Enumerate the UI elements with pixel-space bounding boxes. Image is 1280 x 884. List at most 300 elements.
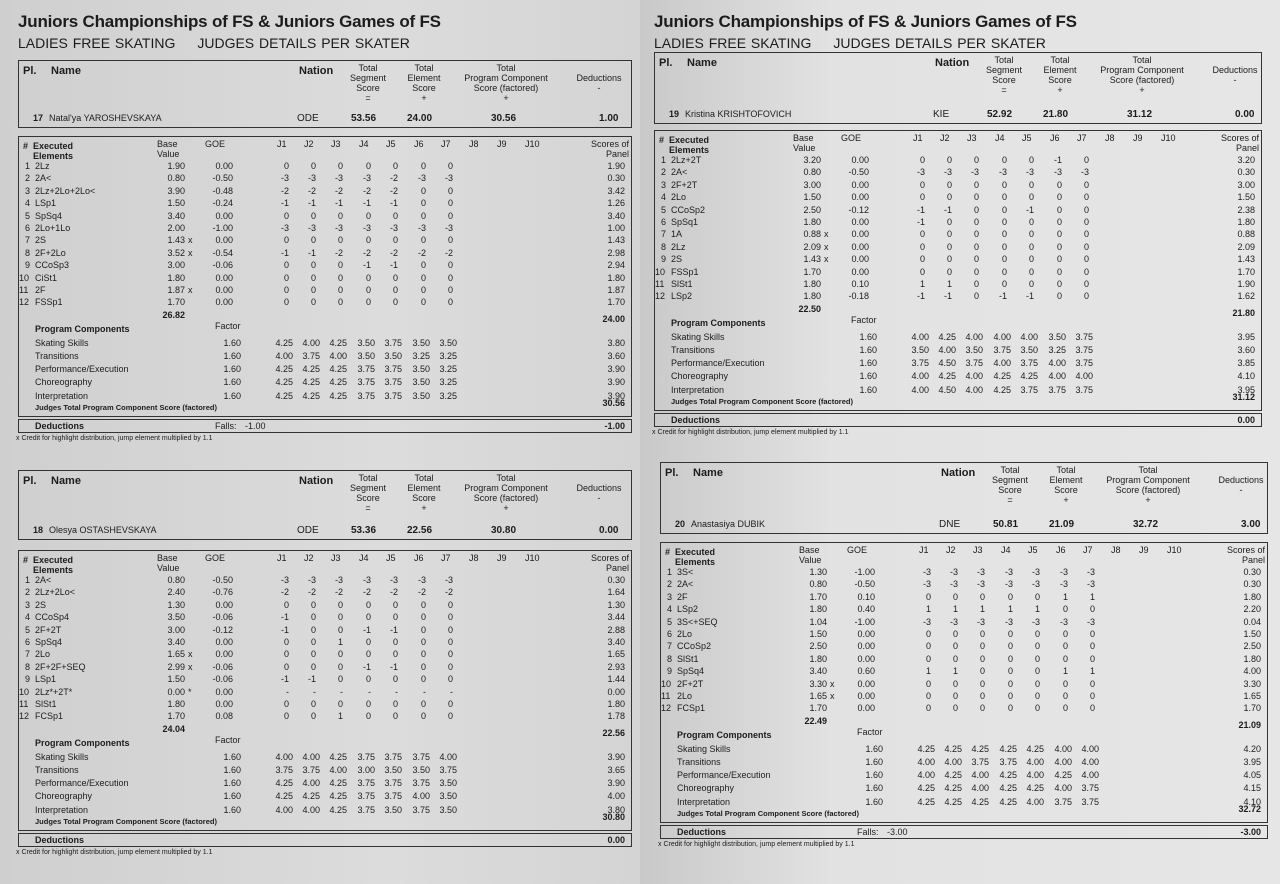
judge-goe-6: 0 xyxy=(420,260,426,271)
judge-goe-4: -2 xyxy=(362,185,371,196)
skater-name: Kristina KRISHTOFOVICH xyxy=(685,109,792,119)
component-factor: 1.60 xyxy=(223,778,241,789)
judge-goe-2: -3 xyxy=(307,223,316,233)
element-row xyxy=(661,691,1269,703)
nation-label: Nation xyxy=(941,467,976,479)
tss-label: Total Segment Score = xyxy=(349,63,387,103)
element-goe: 0.00 xyxy=(851,229,869,240)
element-goe: 0.00 xyxy=(215,161,233,171)
judges-total-pc-label: Judges Total Program Component Score (factored) xyxy=(35,402,217,412)
judge-goe-1: -2 xyxy=(280,587,289,598)
judge-mark-3: 4.25 xyxy=(329,804,347,815)
element-goe: 0.00 xyxy=(851,192,869,203)
judge-mark-1: 3.50 xyxy=(911,345,929,355)
judge-mark-4: 4.25 xyxy=(999,743,1017,754)
judge-goe-1: -3 xyxy=(280,223,289,233)
judge-goe-2: -2 xyxy=(307,587,316,598)
judge-goe-4: 0 xyxy=(1007,666,1013,677)
component-factor: 1.60 xyxy=(859,358,877,369)
judge-goe-5: -3 xyxy=(1031,567,1040,577)
element-goe: 0.00 xyxy=(857,629,875,639)
judge-goe-3: 0 xyxy=(979,666,985,677)
judge-mark-7: 3.75 xyxy=(1075,331,1093,342)
judge-goe-1: 0 xyxy=(919,155,925,165)
judge-goe-4: 0 xyxy=(1001,204,1007,215)
element-base-value: 1.87 xyxy=(167,285,185,295)
element-goe: 0.00 xyxy=(215,637,233,647)
judge-goe-2: 0 xyxy=(310,699,316,709)
element-row xyxy=(661,629,1269,641)
element-number: 9 xyxy=(667,666,673,677)
elements-total: 22.56 xyxy=(602,727,625,738)
judge-goe-3: 0 xyxy=(973,241,979,252)
judge-mark-4: 4.00 xyxy=(993,358,1011,369)
judge-goe-2: 0 xyxy=(946,229,952,240)
judge-goe-1: 0 xyxy=(283,161,289,171)
judge-goe-4: -3 xyxy=(1004,579,1013,590)
element-goe: -0.06 xyxy=(212,260,233,271)
base-value-header: Base Value xyxy=(793,133,816,153)
judge-goe-2: 0 xyxy=(946,217,952,227)
judge-goe-2: 0 xyxy=(952,591,958,602)
element-goe: 0.00 xyxy=(857,641,875,652)
element-panel-score: 1.80 xyxy=(1243,591,1261,602)
judge-goe-6: 0 xyxy=(420,599,426,610)
judge-header-4: J4 xyxy=(359,553,369,563)
component-name: Skating Skills xyxy=(35,751,89,762)
judge-goe-6: 0 xyxy=(420,661,426,672)
element-row xyxy=(19,711,633,723)
component-factor: 1.60 xyxy=(223,791,241,802)
nation-label: Nation xyxy=(935,57,970,69)
judge-goe-7: 0 xyxy=(1083,155,1089,165)
judge-goe-7: -2 xyxy=(444,587,453,598)
component-panel-score: 4.15 xyxy=(1243,783,1261,794)
judge-goe-4: 1 xyxy=(1007,604,1013,615)
judge-goe-3: 0 xyxy=(973,266,979,277)
element-number: 12 xyxy=(19,297,30,308)
judge-goe-3: -3 xyxy=(334,173,343,184)
deductions-total: -3.00 xyxy=(1240,826,1261,837)
judge-goe-7: 0 xyxy=(447,161,453,171)
factor-header: Factor xyxy=(215,734,241,745)
judge-goe-4: 0 xyxy=(1001,179,1007,190)
judge-mark-5: 3.75 xyxy=(1020,358,1038,369)
pl-label: Pl. xyxy=(665,467,679,479)
judge-mark-1: 4.25 xyxy=(275,390,293,401)
base-value-total: 24.04 xyxy=(162,723,185,734)
judge-mark-3: 4.00 xyxy=(965,371,983,382)
element-base-value: 3.40 xyxy=(167,210,185,221)
goe-header: GOE xyxy=(847,545,868,555)
judge-goe-2: 0 xyxy=(310,210,316,221)
judge-goe-3: - xyxy=(340,686,343,697)
element-base-value: 2.50 xyxy=(809,641,827,652)
judge-goe-5: 0 xyxy=(392,297,398,308)
element-panel-score: 1.62 xyxy=(1237,291,1255,302)
judge-goe-7: -3 xyxy=(1086,567,1095,577)
judge-goe-4: 0 xyxy=(365,711,371,722)
element-number: 4 xyxy=(25,198,31,209)
judge-goe-4: -3 xyxy=(362,575,371,585)
pcs-label: Total Program Component Score (factored) + xyxy=(464,473,548,513)
judge-goe-1: 0 xyxy=(283,260,289,271)
element-row xyxy=(655,205,1263,217)
element-panel-score: 3.20 xyxy=(1237,155,1255,165)
deduction-value: 1.00 xyxy=(599,113,619,124)
base-value-total: 26.82 xyxy=(162,309,185,320)
elements-total: 21.80 xyxy=(1232,307,1255,318)
skater-rank: 18 xyxy=(33,525,44,535)
num-header: # xyxy=(665,547,671,557)
judge-mark-7: 3.25 xyxy=(439,390,457,401)
judge-goe-5: -3 xyxy=(1031,579,1040,590)
judge-goe-5: 0 xyxy=(392,235,398,246)
judge-header-9: J9 xyxy=(497,553,507,563)
program-components-header: Program Components xyxy=(671,317,766,328)
element-panel-score: 0.04 xyxy=(1243,616,1261,627)
name-label: Name xyxy=(693,467,723,479)
deduction-detail-label: Falls: xyxy=(857,826,879,837)
judge-goe-3: 0 xyxy=(973,229,979,240)
factor-header: Factor xyxy=(851,314,877,325)
component-name: Transitions xyxy=(671,345,715,355)
judge-goe-5: 0 xyxy=(1034,629,1040,639)
judge-goe-5: -2 xyxy=(389,173,398,184)
executed-elements-header: Executed Elements xyxy=(675,547,716,567)
element-number: 1 xyxy=(25,161,31,171)
element-code: LSp2 xyxy=(677,604,699,615)
judge-mark-1: 4.25 xyxy=(275,791,293,802)
judge-goe-6: 0 xyxy=(1056,241,1062,252)
judge-goe-4: 0 xyxy=(1001,155,1007,165)
judge-goe-7: 0 xyxy=(1083,204,1089,215)
judge-goe-7: 1 xyxy=(1089,591,1095,602)
judge-goe-4: -1 xyxy=(362,661,371,672)
element-bonus-marker: x xyxy=(824,241,829,252)
pl-label: Pl. xyxy=(659,57,673,69)
element-code: CiSt1 xyxy=(35,272,58,283)
judge-goe-5: -1 xyxy=(389,661,398,672)
element-goe: -0.12 xyxy=(212,624,233,635)
element-row xyxy=(661,654,1269,666)
element-bonus-marker: x xyxy=(188,247,193,258)
judge-goe-1: 0 xyxy=(283,637,289,647)
judge-mark-2: 4.00 xyxy=(302,337,320,348)
judge-goe-7: 0 xyxy=(447,297,453,308)
element-base-value: 1.50 xyxy=(167,674,185,685)
component-name: Interpretation xyxy=(677,796,731,807)
judge-goe-2: -1 xyxy=(307,247,316,258)
judge-mark-2: 4.25 xyxy=(944,783,962,794)
judge-mark-4: 3.75 xyxy=(999,757,1017,767)
judge-goe-3: 0 xyxy=(979,591,985,602)
judge-goe-6: 0 xyxy=(1056,179,1062,190)
element-base-value: 0.80 xyxy=(803,167,821,178)
element-number: 11 xyxy=(661,691,671,701)
component-factor: 1.60 xyxy=(223,804,241,815)
judge-goe-2: 0 xyxy=(952,629,958,639)
element-goe: 0.00 xyxy=(851,254,869,265)
element-base-value: 3.00 xyxy=(167,260,185,271)
judge-goe-2: -3 xyxy=(307,173,316,184)
element-number: 6 xyxy=(25,223,31,233)
judge-goe-1: 0 xyxy=(283,285,289,295)
judge-goe-1: 0 xyxy=(925,691,931,701)
judge-header-10: J10 xyxy=(525,553,540,563)
element-number: 3 xyxy=(25,185,31,196)
judge-goe-4: 0 xyxy=(1007,691,1013,701)
element-goe: 0.40 xyxy=(857,604,875,615)
element-number: 7 xyxy=(667,641,673,652)
element-panel-score: 0.30 xyxy=(1237,167,1255,178)
component-panel-score: 4.05 xyxy=(1243,770,1261,781)
judge-goe-5: 0 xyxy=(392,285,398,295)
judge-goe-6: 0 xyxy=(420,285,426,295)
component-panel-score: 3.60 xyxy=(607,351,625,361)
judge-goe-7: 0 xyxy=(1083,192,1089,203)
deductions-row-label: Deductions xyxy=(35,420,85,431)
judge-goe-6: -1 xyxy=(1053,155,1062,165)
pcs-label: Total Program Component Score (factored) + xyxy=(464,63,548,103)
element-panel-score: 1.50 xyxy=(1243,629,1261,639)
deductions-box xyxy=(660,825,1268,839)
judge-goe-5: -1 xyxy=(389,260,398,271)
deductions-label: Deductions - xyxy=(576,483,622,503)
element-code: CCoSp4 xyxy=(35,612,70,623)
judge-goe-1: -1 xyxy=(916,291,925,302)
judge-goe-6: 0 xyxy=(1056,192,1062,203)
judge-mark-1: 4.25 xyxy=(275,377,293,388)
total-segment-score: 53.36 xyxy=(351,525,377,536)
judge-goe-1: -3 xyxy=(922,567,931,577)
element-goe: 0.00 xyxy=(215,272,233,283)
judge-mark-5: 3.75 xyxy=(384,751,402,762)
element-panel-score: 1.70 xyxy=(607,297,625,308)
judge-mark-2: 4.00 xyxy=(944,757,962,767)
judge-mark-7: 4.00 xyxy=(439,751,457,762)
judge-mark-1: 3.75 xyxy=(911,358,929,369)
element-panel-score: 1.80 xyxy=(607,699,625,709)
judge-goe-2: 1 xyxy=(946,279,952,289)
element-goe: -0.12 xyxy=(848,204,869,215)
element-row xyxy=(661,679,1269,691)
element-row xyxy=(19,285,633,297)
element-goe: 0.10 xyxy=(857,591,875,602)
component-factor: 1.60 xyxy=(865,757,883,767)
judge-goe-2: -3 xyxy=(949,616,958,627)
total-segment-score: 53.56 xyxy=(351,113,377,124)
judge-goe-1: -3 xyxy=(922,616,931,627)
element-base-value: 1.70 xyxy=(167,711,185,722)
component-name: Performance/Execution xyxy=(671,358,765,369)
judge-goe-4: 0 xyxy=(365,235,371,246)
judge-goe-7: 0 xyxy=(447,674,453,685)
judge-goe-4: 0 xyxy=(1007,703,1013,714)
judge-goe-6: 0 xyxy=(420,161,426,171)
element-panel-score: 1.26 xyxy=(607,198,625,209)
judge-goe-7: 0 xyxy=(1083,279,1089,289)
judge-goe-2: 0 xyxy=(310,649,316,660)
judge-goe-3: 0 xyxy=(337,272,343,283)
judge-header-2: J2 xyxy=(304,553,314,563)
element-panel-score: 1.65 xyxy=(1243,691,1261,701)
element-code: 2Lz+2T xyxy=(671,155,702,165)
element-panel-score: 1.70 xyxy=(1237,266,1255,277)
element-row xyxy=(661,592,1269,604)
element-code: FSSp1 xyxy=(671,266,699,277)
element-number: 4 xyxy=(661,192,667,203)
element-panel-score: 1.80 xyxy=(1237,217,1255,227)
component-panel-score: 4.10 xyxy=(1243,796,1261,807)
element-panel-score: 1.64 xyxy=(607,587,625,598)
element-number: 2 xyxy=(667,579,673,590)
deductions-box xyxy=(654,413,1262,427)
judge-goe-4: 0 xyxy=(365,161,371,171)
element-base-value: 1.80 xyxy=(803,217,821,227)
deduction-value: 0.00 xyxy=(1235,109,1255,120)
judge-goe-5: 0 xyxy=(1028,254,1034,265)
judge-mark-5: 3.75 xyxy=(384,390,402,401)
program-components-header: Program Components xyxy=(677,729,772,740)
component-factor: 1.60 xyxy=(223,377,241,388)
judge-goe-1: 0 xyxy=(925,678,931,689)
component-name: Transitions xyxy=(35,765,79,775)
judge-goe-5: -3 xyxy=(389,223,398,233)
judge-mark-4: 3.75 xyxy=(993,345,1011,355)
judge-mark-4: 3.75 xyxy=(357,804,375,815)
element-base-value: 0.80 xyxy=(809,579,827,590)
judge-mark-4: 3.50 xyxy=(357,337,375,348)
element-row xyxy=(19,161,633,173)
deductions-total: 0.00 xyxy=(607,834,625,845)
program-components-header: Program Components xyxy=(35,323,130,334)
footnote: x Credit for highlight distribution, jump element multiplied by 1.1 xyxy=(658,840,855,848)
scores-of-panel-header: Scores of Panel xyxy=(590,553,629,573)
judge-mark-2: 4.25 xyxy=(302,377,320,388)
element-number: 4 xyxy=(667,604,673,615)
judge-goe-3: 0 xyxy=(973,254,979,265)
judge-mark-3: 4.25 xyxy=(329,778,347,789)
judge-header-5: J5 xyxy=(386,139,396,149)
element-code: 2Lz xyxy=(35,161,50,171)
total-element-score: 24.00 xyxy=(407,113,433,124)
judge-goe-6: -3 xyxy=(1053,167,1062,178)
element-base-value: 1.65 xyxy=(167,649,185,660)
element-number: 2 xyxy=(25,587,31,598)
judge-goe-4: -3 xyxy=(998,167,1007,178)
element-panel-score: 3.00 xyxy=(1237,179,1255,190)
element-row xyxy=(661,617,1269,629)
judge-mark-7: 4.00 xyxy=(1081,743,1099,754)
component-row xyxy=(19,351,633,364)
element-goe: -0.50 xyxy=(212,173,233,184)
judge-mark-3: 4.25 xyxy=(971,743,989,754)
judge-mark-6: 4.00 xyxy=(1054,743,1072,754)
element-number: 5 xyxy=(25,624,31,635)
element-row xyxy=(655,229,1263,241)
judge-goe-3: 0 xyxy=(337,624,343,635)
judge-goe-7: 0 xyxy=(1083,229,1089,240)
nation-label: Nation xyxy=(299,65,334,77)
component-factor: 1.60 xyxy=(223,337,241,348)
judge-mark-1: 4.25 xyxy=(917,743,935,754)
element-goe: 0.00 xyxy=(215,649,233,660)
judge-goe-7: -3 xyxy=(1086,579,1095,590)
judge-mark-5: 3.75 xyxy=(384,337,402,348)
element-base-value: 3.40 xyxy=(167,637,185,647)
tes-label: Total Element Score + xyxy=(1049,465,1083,505)
element-panel-score: 3.44 xyxy=(607,612,625,623)
element-panel-score: 3.40 xyxy=(607,210,625,221)
element-goe: 0.00 xyxy=(851,241,869,252)
element-row xyxy=(19,198,633,210)
judge-goe-2: 0 xyxy=(310,272,316,283)
judge-goe-4: 0 xyxy=(1007,641,1013,652)
judge-goe-7: 0 xyxy=(447,612,453,623)
element-base-value: 1.43 xyxy=(803,254,821,265)
judge-goe-3: -3 xyxy=(976,579,985,590)
judges-total-pc-label: Judges Total Program Component Score (factored) xyxy=(677,808,859,818)
factor-header: Factor xyxy=(857,726,883,737)
judge-goe-2: 0 xyxy=(310,260,316,271)
element-panel-score: 2.88 xyxy=(607,624,625,635)
judge-goe-5: -2 xyxy=(389,185,398,196)
judge-header-9: J9 xyxy=(1139,545,1149,555)
component-row xyxy=(661,757,1269,770)
element-number: 2 xyxy=(661,167,667,178)
judge-mark-5: 3.50 xyxy=(384,765,402,775)
element-row xyxy=(661,703,1269,715)
judge-mark-3: 3.50 xyxy=(965,345,983,355)
judge-mark-4: 3.75 xyxy=(357,791,375,802)
judge-header-7: J7 xyxy=(1083,545,1093,555)
judge-mark-6: 3.50 xyxy=(412,377,430,388)
judge-goe-3: 0 xyxy=(973,204,979,215)
judge-goe-4: 0 xyxy=(1007,678,1013,689)
judge-mark-5: 4.00 xyxy=(1026,796,1044,807)
right-header xyxy=(654,12,1077,51)
judge-mark-5: 3.75 xyxy=(384,377,402,388)
judge-mark-1: 4.00 xyxy=(917,757,935,767)
judge-mark-3: 4.00 xyxy=(329,765,347,775)
element-code: 2F+2T xyxy=(677,678,704,689)
judge-mark-1: 4.00 xyxy=(275,804,293,815)
judge-mark-7: 3.75 xyxy=(1075,358,1093,369)
element-code: FSSp1 xyxy=(35,297,63,308)
judge-goe-3: 0 xyxy=(979,703,985,714)
element-row xyxy=(19,186,633,198)
judge-mark-3: 4.25 xyxy=(329,337,347,348)
element-base-value: 2.00 xyxy=(167,223,185,233)
element-row xyxy=(655,192,1263,204)
total-component-score: 32.72 xyxy=(1133,519,1159,530)
component-factor: 1.60 xyxy=(223,765,241,775)
judge-goe-6: 0 xyxy=(1056,254,1062,265)
element-goe: -0.24 xyxy=(212,198,233,209)
element-row xyxy=(655,180,1263,192)
judge-goe-1: 0 xyxy=(925,703,931,714)
pl-label: Pl. xyxy=(23,65,37,77)
element-goe: -0.76 xyxy=(212,587,233,598)
component-name: Performance/Execution xyxy=(35,778,129,789)
element-row xyxy=(655,279,1263,291)
element-number: 11 xyxy=(19,699,29,709)
element-base-value: 1.43 xyxy=(167,235,185,246)
judge-goe-5: 0 xyxy=(392,637,398,647)
document-title-right: JUDGES DETAILS PER SKATER xyxy=(833,35,1046,51)
judges-total-pc-score: 30.56 xyxy=(602,397,625,408)
